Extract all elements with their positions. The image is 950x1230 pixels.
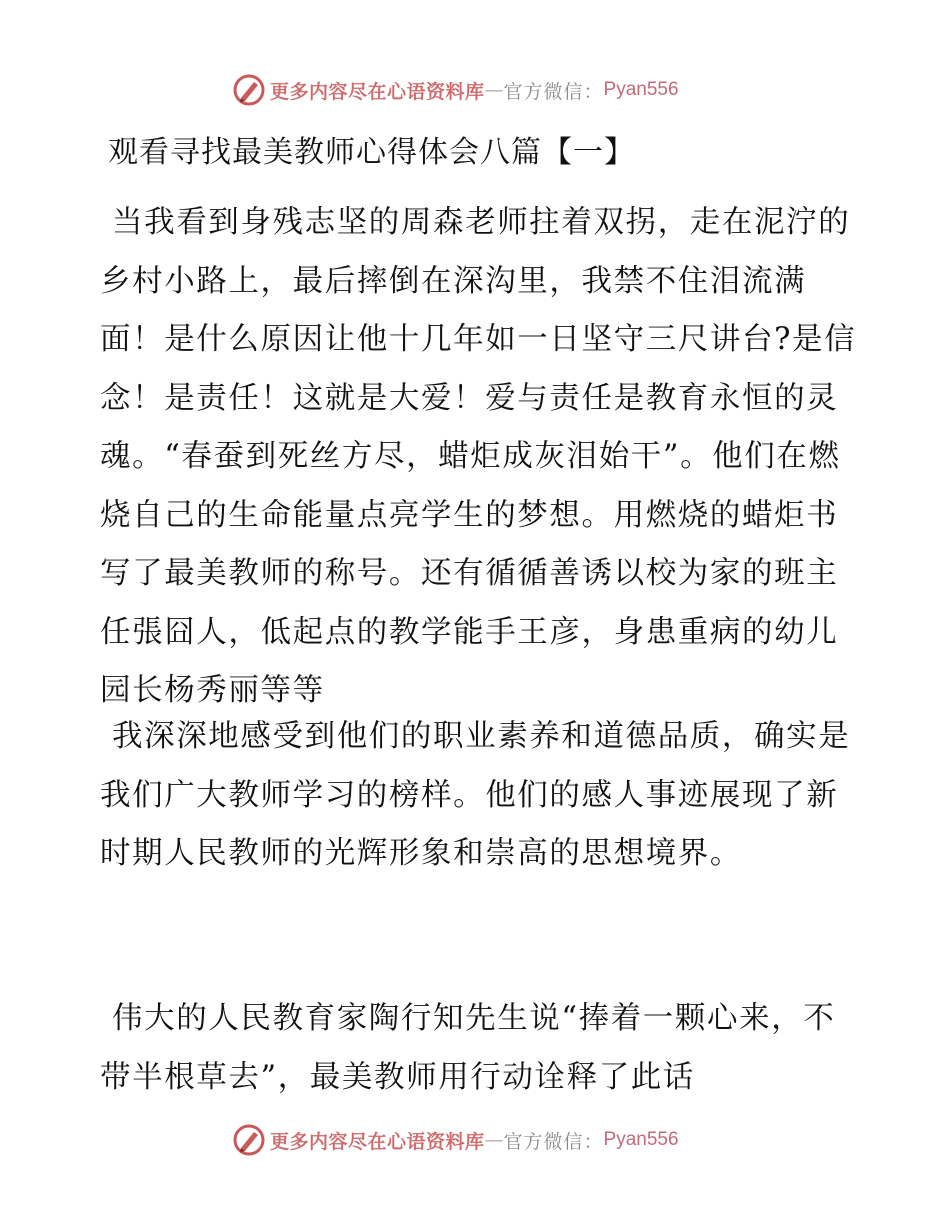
paragraph-text: 我深深地感受到他们的职业素养和道德品质，确实是我们广大教师学习的榜样。他们的感人事迹展现了新时期人民教师的光辉形象和崇高的思想境界。	[100, 719, 851, 871]
watermark-official-label: 官方微信：	[503, 1130, 604, 1153]
header-watermark	[232, 72, 679, 108]
paragraph-text: 伟大的人民教育家陶行知先生说“捧着一颗心来，不带半根草去”，最美教师用行动诠释了此话	[100, 1001, 836, 1095]
watermark-separator: —	[484, 79, 504, 101]
watermark-official-label: 官方微信：	[503, 80, 604, 103]
paragraph	[100, 708, 860, 884]
paragraph	[100, 990, 860, 1107]
pen-circle-logo-icon	[232, 1123, 266, 1157]
paragraph	[100, 194, 860, 721]
paragraph-text: 当我看到身残志坚的周森老师拄着双拐，走在泥泞的乡村小路上，最后摔倒在深沟里，我禁不住泪流满面！是什么原因让他十几年如一日坚守三尺讲台?是信念！是责任！这就是大爱！爱与责任是教育永恒的灵魂。“春蚕到死丝方尽，蜡炬成灰泪始干”。他们在燃烧自己的生命能量点亮学生的梦想。用燃烧的蜡炬书写了最美教师的称号。还有循循善诱以校为家的班主任張囧人，低起点的教学能手王彦，身患重病的幼儿园长杨秀丽等等	[100, 205, 857, 708]
pen-circle-logo-icon	[232, 73, 266, 107]
document-title: 观看寻找最美教师心得体会八篇【一】	[108, 135, 635, 170]
watermark-separator: —	[484, 1129, 504, 1151]
watermark-main-text: 更多内容尽在心语资料库	[270, 80, 485, 103]
watermark-wechat-id: Pyan556	[603, 79, 679, 100]
watermark-main-text: 更多内容尽在心语资料库	[270, 1130, 485, 1153]
footer-watermark	[232, 1122, 679, 1158]
watermark-wechat-id: Pyan556	[603, 1129, 679, 1150]
